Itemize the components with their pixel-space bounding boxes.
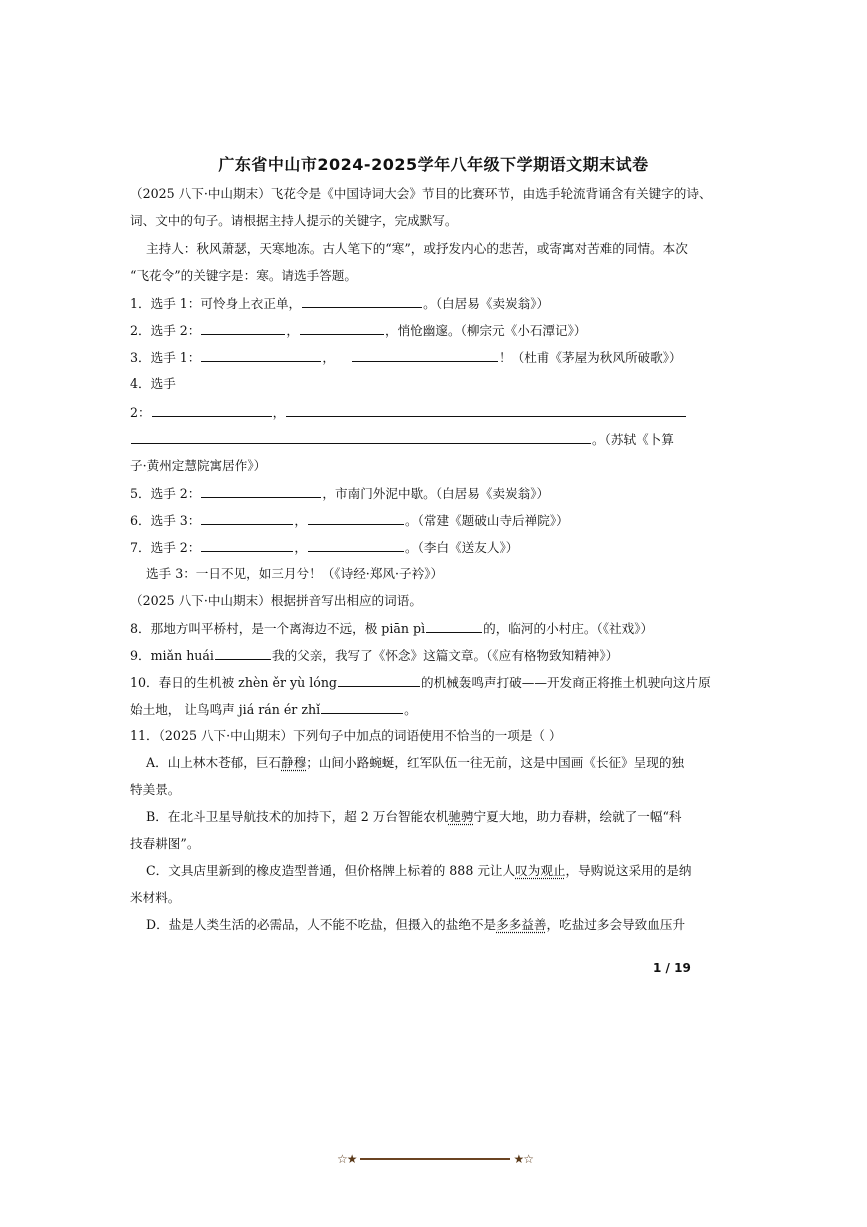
- question-6: 6．选手 3： ， 。（常建《题破山寺后禅院》）: [130, 513, 569, 528]
- answer-blank: [201, 512, 293, 525]
- intro-line-2: 词、文中的句子。请根据主持人提示的关键字，完成默写。: [130, 213, 458, 228]
- answer-blank: [201, 322, 285, 335]
- answer-blank: [338, 674, 420, 687]
- answer-blank: [308, 539, 404, 552]
- answer-blank: [302, 295, 422, 308]
- star-icon: ☆★: [337, 1152, 357, 1166]
- dotted-word: 驰骋: [448, 809, 474, 824]
- question-5: 5．选手 2： ，市南门外泥中歇。（白居易《卖炭翁》）: [130, 486, 550, 501]
- host-line-1: 主持人：秋风萧瑟，天寒地冻。古人笔下的“寒”，或抒发内心的悲苦，或寄寓对苦难的同情。本次: [146, 241, 688, 256]
- question-8: 8．那地方叫平桥村，是一个离海边不远，极 piān pì 的，临河的小村庄。（《社戏》）: [130, 621, 654, 636]
- host-line-2: “飞花令”的关键字是：寒。请选手答题。: [130, 268, 357, 283]
- option-b-line-2: 技春耕图”。: [130, 836, 200, 851]
- footer-rule: [360, 1158, 511, 1160]
- answer-blank: [152, 404, 272, 417]
- answer-blank: [286, 404, 686, 417]
- option-d: D．盐是人类生活的必需品，人不能不吃盐，但摄入的盐绝不是多多益善，吃盐过多会导致血压升: [146, 917, 686, 932]
- star-icon: ★☆: [513, 1152, 533, 1166]
- page-title: 广东省中山市2024-2025学年八年级下学期语文期末试卷: [218, 155, 649, 174]
- option-c-line-2: 米材料。: [130, 890, 181, 905]
- question-10-line-2: 始土地， 让鸟鸣声 jiá rán ér zhǐ 。: [130, 702, 417, 717]
- question-2: 2．选手 2： ， ，悄怆幽邃。（柳宗元《小石潭记》）: [130, 323, 587, 338]
- question-3: 3．选手 1： ， ！（杜甫《茅屋为秋风所破歌》）: [130, 350, 682, 365]
- answer-blank: [201, 539, 293, 552]
- answer-blank: [426, 620, 482, 633]
- answer-blank: [131, 431, 591, 444]
- answer-blank: [201, 485, 321, 498]
- intro-line-1: （2025 八下·中山期末）飞花令是《中国诗词大会》节目的比赛环节，由选手轮流背诵含有关键字的诗、: [130, 186, 712, 201]
- page-number: 1 / 19: [653, 961, 691, 975]
- answer-blank: [215, 647, 271, 660]
- pinyin-section-heading: （2025 八下·中山期末）根据拼音写出相应的词语。: [130, 593, 422, 608]
- dotted-word: 静穆: [281, 755, 307, 770]
- question-9: 9．miǎn huái 我的父亲，我写了《怀念》这篇文章。（《应有格物致知精神》）: [130, 648, 619, 663]
- footer-ornament: [337, 1150, 533, 1168]
- question-4-line-2: 2： ，: [130, 404, 687, 421]
- question-4-line-3: 。（苏轼《卜算: [130, 431, 674, 448]
- option-b: B．在北斗卫星导航技术的加持下，超 2 万台智能农机驰骋宁夏大地，助力春耕，绘就了一幅“科: [146, 809, 682, 824]
- dotted-word: 多多益善: [496, 917, 547, 932]
- answer-blank: [321, 701, 403, 714]
- question-7: 7．选手 2： ， 。（李白《送友人》）: [130, 540, 519, 555]
- question-10: 10．春日的生机被 zhèn ěr yù lóng 的机械轰鸣声打破——开发商正将推土机驶向这片原: [130, 675, 711, 690]
- option-a-line-2: 特美景。: [130, 782, 181, 797]
- question-4: 4．选手: [130, 376, 176, 391]
- question-4-line-4: 子·黄州定慧院寓居作》）: [130, 458, 267, 473]
- option-a: A．山上林木苍郁，巨石静穆；山间小路蜿蜒，红军队伍一往无前，这是中国画《长征》呈现的独: [146, 755, 685, 770]
- question-11: 11．（2025 八下·中山期末）下列句子中加点的词语使用不恰当的一项是（ ）: [130, 728, 562, 743]
- question-1: 1．选手 1：可怜身上衣正单， 。（白居易《卖炭翁》）: [130, 296, 550, 311]
- dotted-word: 叹为观止: [515, 863, 566, 878]
- option-c: C．文具店里新到的橡皮造型普通，但价格牌上标着的 888 元让人叹为观止，导购说这采用的是纳: [146, 863, 692, 878]
- answer-blank: [201, 349, 321, 362]
- question-7-answer-3: 选手 3：一日不见，如三月兮！（《诗经·郑风·子衿》）: [146, 566, 444, 581]
- answer-blank: [352, 349, 498, 362]
- answer-blank: [300, 322, 384, 335]
- answer-blank: [308, 512, 404, 525]
